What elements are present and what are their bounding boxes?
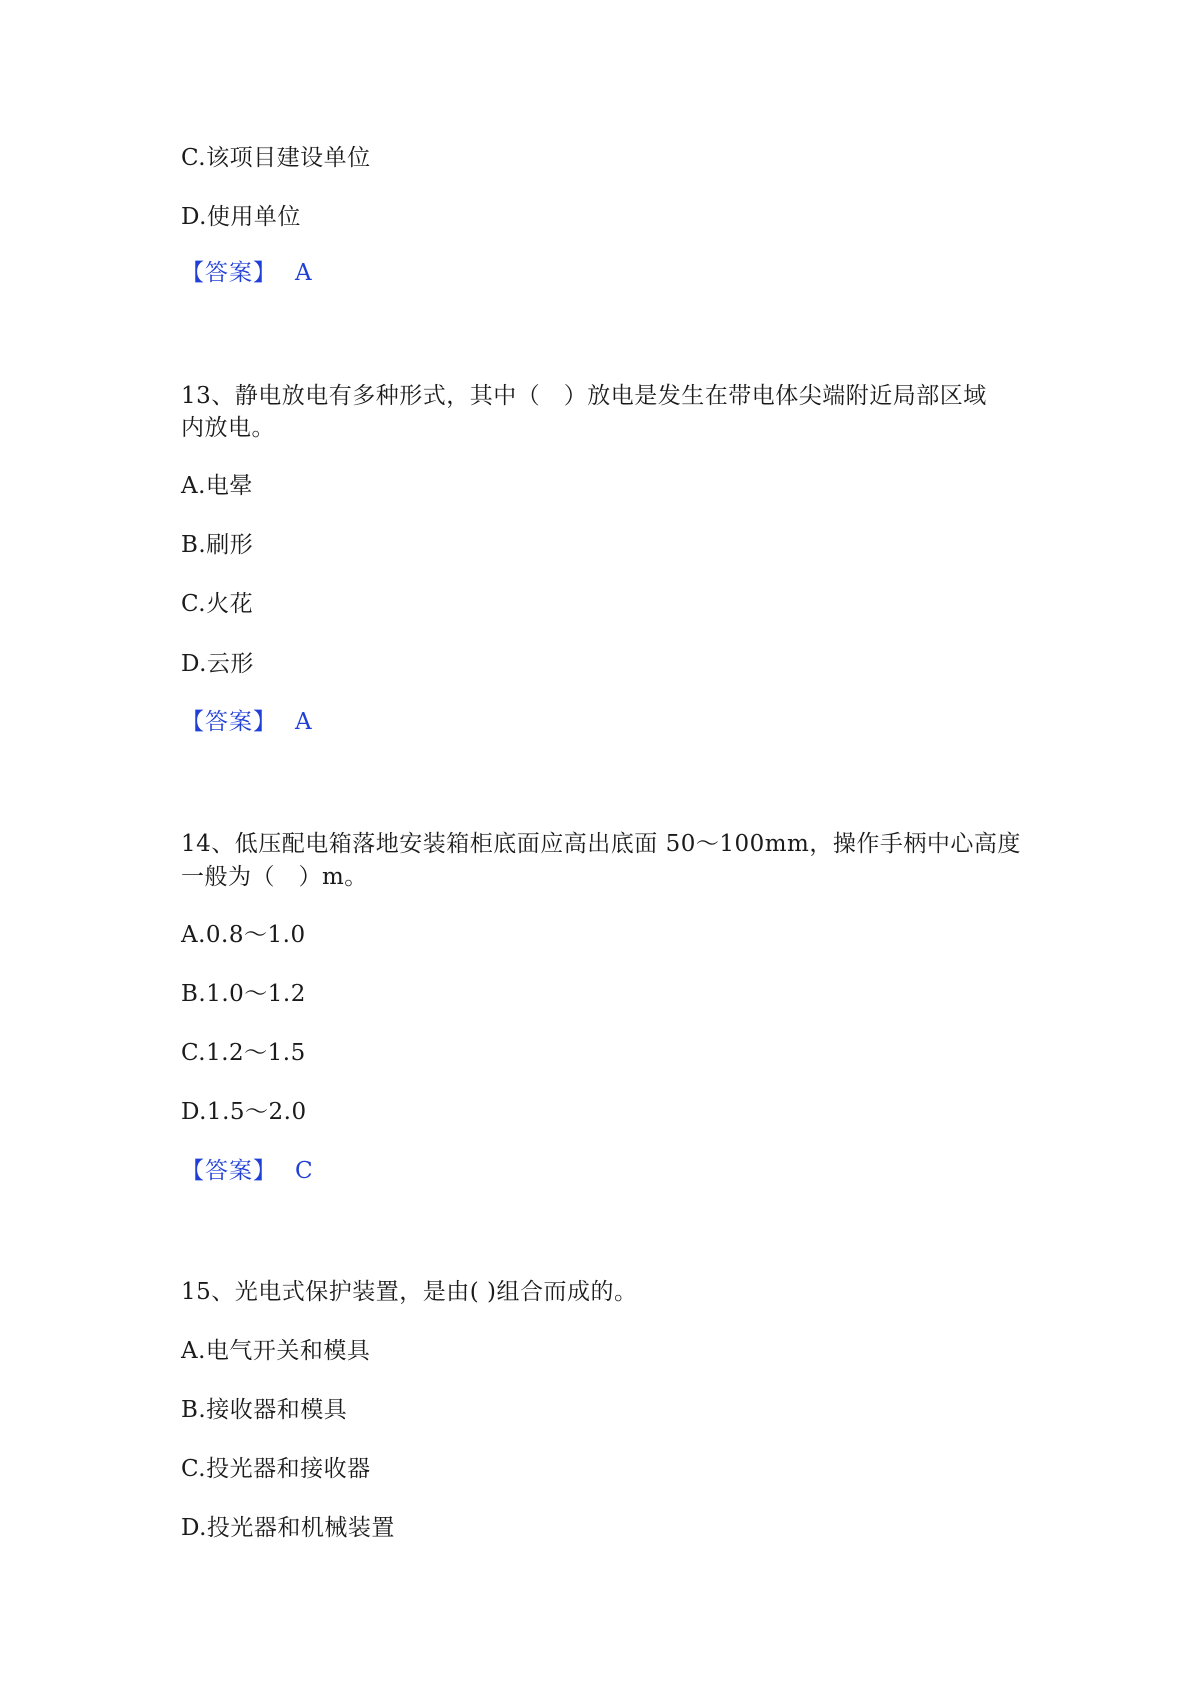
q15-option-d: D.投光器和机械装置 xyxy=(181,1515,395,1541)
q13-answer-value: A xyxy=(295,709,313,735)
q13-option-b: B.刷形 xyxy=(181,532,254,558)
q14-stem-line-2: 一般为（ ）m。 xyxy=(181,864,368,890)
q12-answer-label: 【答案】 xyxy=(181,260,277,286)
q13-stem-line-2: 内放电。 xyxy=(181,415,275,441)
q14-answer xyxy=(181,1155,313,1187)
q14-option-b: B.1.0～1.2 xyxy=(181,981,306,1007)
q14-answer-value: C xyxy=(295,1158,314,1184)
q12-answer xyxy=(181,257,312,289)
q14-stem-line-1: 14、低压配电箱落地安装箱柜底面应高出底面 50～100mm，操作手柄中心高度 xyxy=(181,831,1021,857)
q13-answer xyxy=(181,706,312,738)
q15-option-c: C.投光器和接收器 xyxy=(181,1456,371,1482)
q15-stem: 15、光电式保护装置，是由( )组合而成的。 xyxy=(181,1279,638,1305)
q13-answer-label: 【答案】 xyxy=(181,709,277,735)
q14-option-d: D.1.5～2.0 xyxy=(181,1099,307,1125)
q15-option-a: A.电气开关和模具 xyxy=(181,1338,371,1364)
q15-option-b: B.接收器和模具 xyxy=(181,1397,348,1423)
q13-option-a: A.电晕 xyxy=(181,473,253,499)
q13-stem-line-1: 13、静电放电有多种形式，其中（ ）放电是发生在带电体尖端附近局部区域 xyxy=(181,383,987,409)
q12-option-c: C.该项目建设单位 xyxy=(181,145,371,171)
q13-option-c: C.火花 xyxy=(181,591,254,617)
q12-option-d: D.使用单位 xyxy=(181,204,301,230)
q14-option-c: C.1.2～1.5 xyxy=(181,1040,306,1066)
q14-answer-label: 【答案】 xyxy=(181,1158,277,1184)
q13-option-d: D.云形 xyxy=(181,651,254,677)
q12-answer-value: A xyxy=(295,260,313,286)
q14-option-a: A.0.8～1.0 xyxy=(181,922,306,948)
